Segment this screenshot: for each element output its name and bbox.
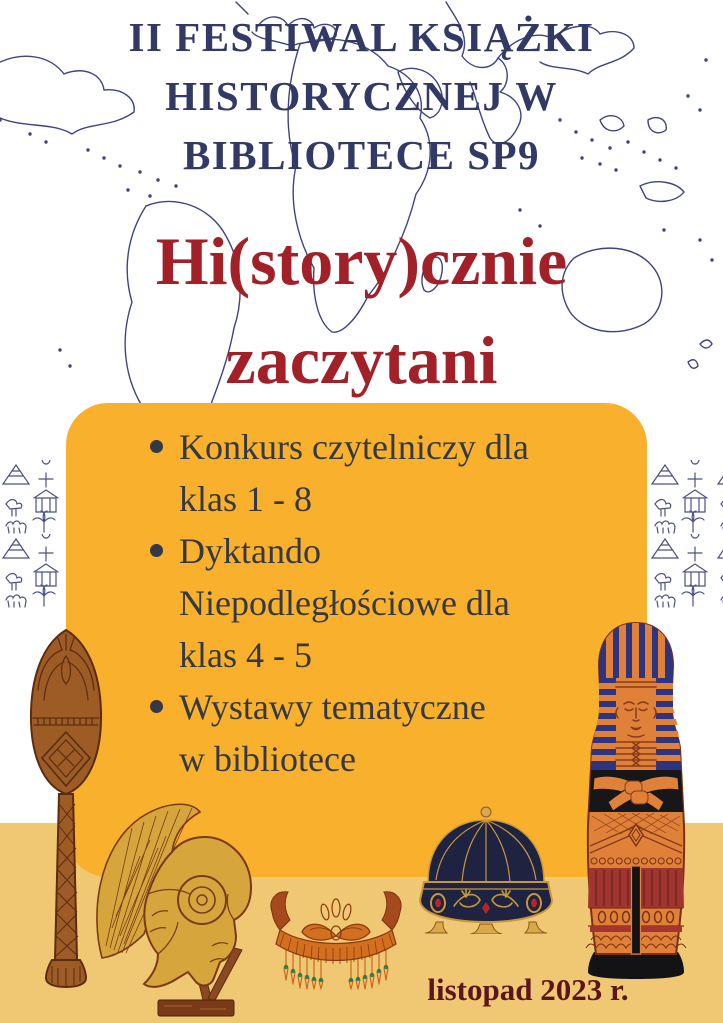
crown-icon <box>416 804 556 934</box>
hieroglyph-band-left <box>0 460 65 608</box>
bullet-dot-icon <box>150 700 163 713</box>
roman-helmet-icon <box>92 796 262 1018</box>
sarcophagus-illustration <box>574 620 698 980</box>
crown-illustration <box>416 804 556 934</box>
event-title-line: BIBLIOTECE SP9 <box>182 132 541 178</box>
hieroglyph-pattern-icon <box>0 460 65 608</box>
hieroglyph-band-right <box>649 460 723 608</box>
bullet-dot-icon <box>150 440 163 453</box>
sarcophagus-icon <box>574 620 698 980</box>
event-title-line: HISTORYCZNEJ W <box>165 73 558 119</box>
main-heading-line: Hi(story)cznie <box>155 223 568 299</box>
main-heading <box>0 212 723 410</box>
roman-helmet-illustration <box>92 796 262 1018</box>
list-item <box>150 421 630 525</box>
list-item <box>150 525 630 681</box>
hieroglyph-pattern-icon <box>649 460 723 608</box>
date-text: listopad 2023 r. <box>427 972 629 1007</box>
list-item-line: Wystawy tematyczne <box>179 687 486 727</box>
list-item-line: Dyktando <box>179 531 321 571</box>
tiara-illustration <box>262 886 410 990</box>
list-item-line: Niepodległościowe dla <box>179 583 510 623</box>
main-heading-line: zaczytani <box>225 322 498 398</box>
event-title <box>0 8 723 185</box>
event-title-line: II FESTIWAL KSIĄŻKI <box>128 14 595 60</box>
list-item <box>150 681 630 785</box>
list-item-line: w bibliotece <box>179 739 356 779</box>
tiara-icon <box>262 886 410 990</box>
program-list <box>150 421 630 785</box>
list-item-line: klas 1 - 8 <box>179 479 312 519</box>
list-item-line: klas 4 - 5 <box>179 635 312 675</box>
bullet-dot-icon <box>150 544 163 557</box>
list-item-line: Konkurs czytelniczy dla <box>179 427 529 467</box>
